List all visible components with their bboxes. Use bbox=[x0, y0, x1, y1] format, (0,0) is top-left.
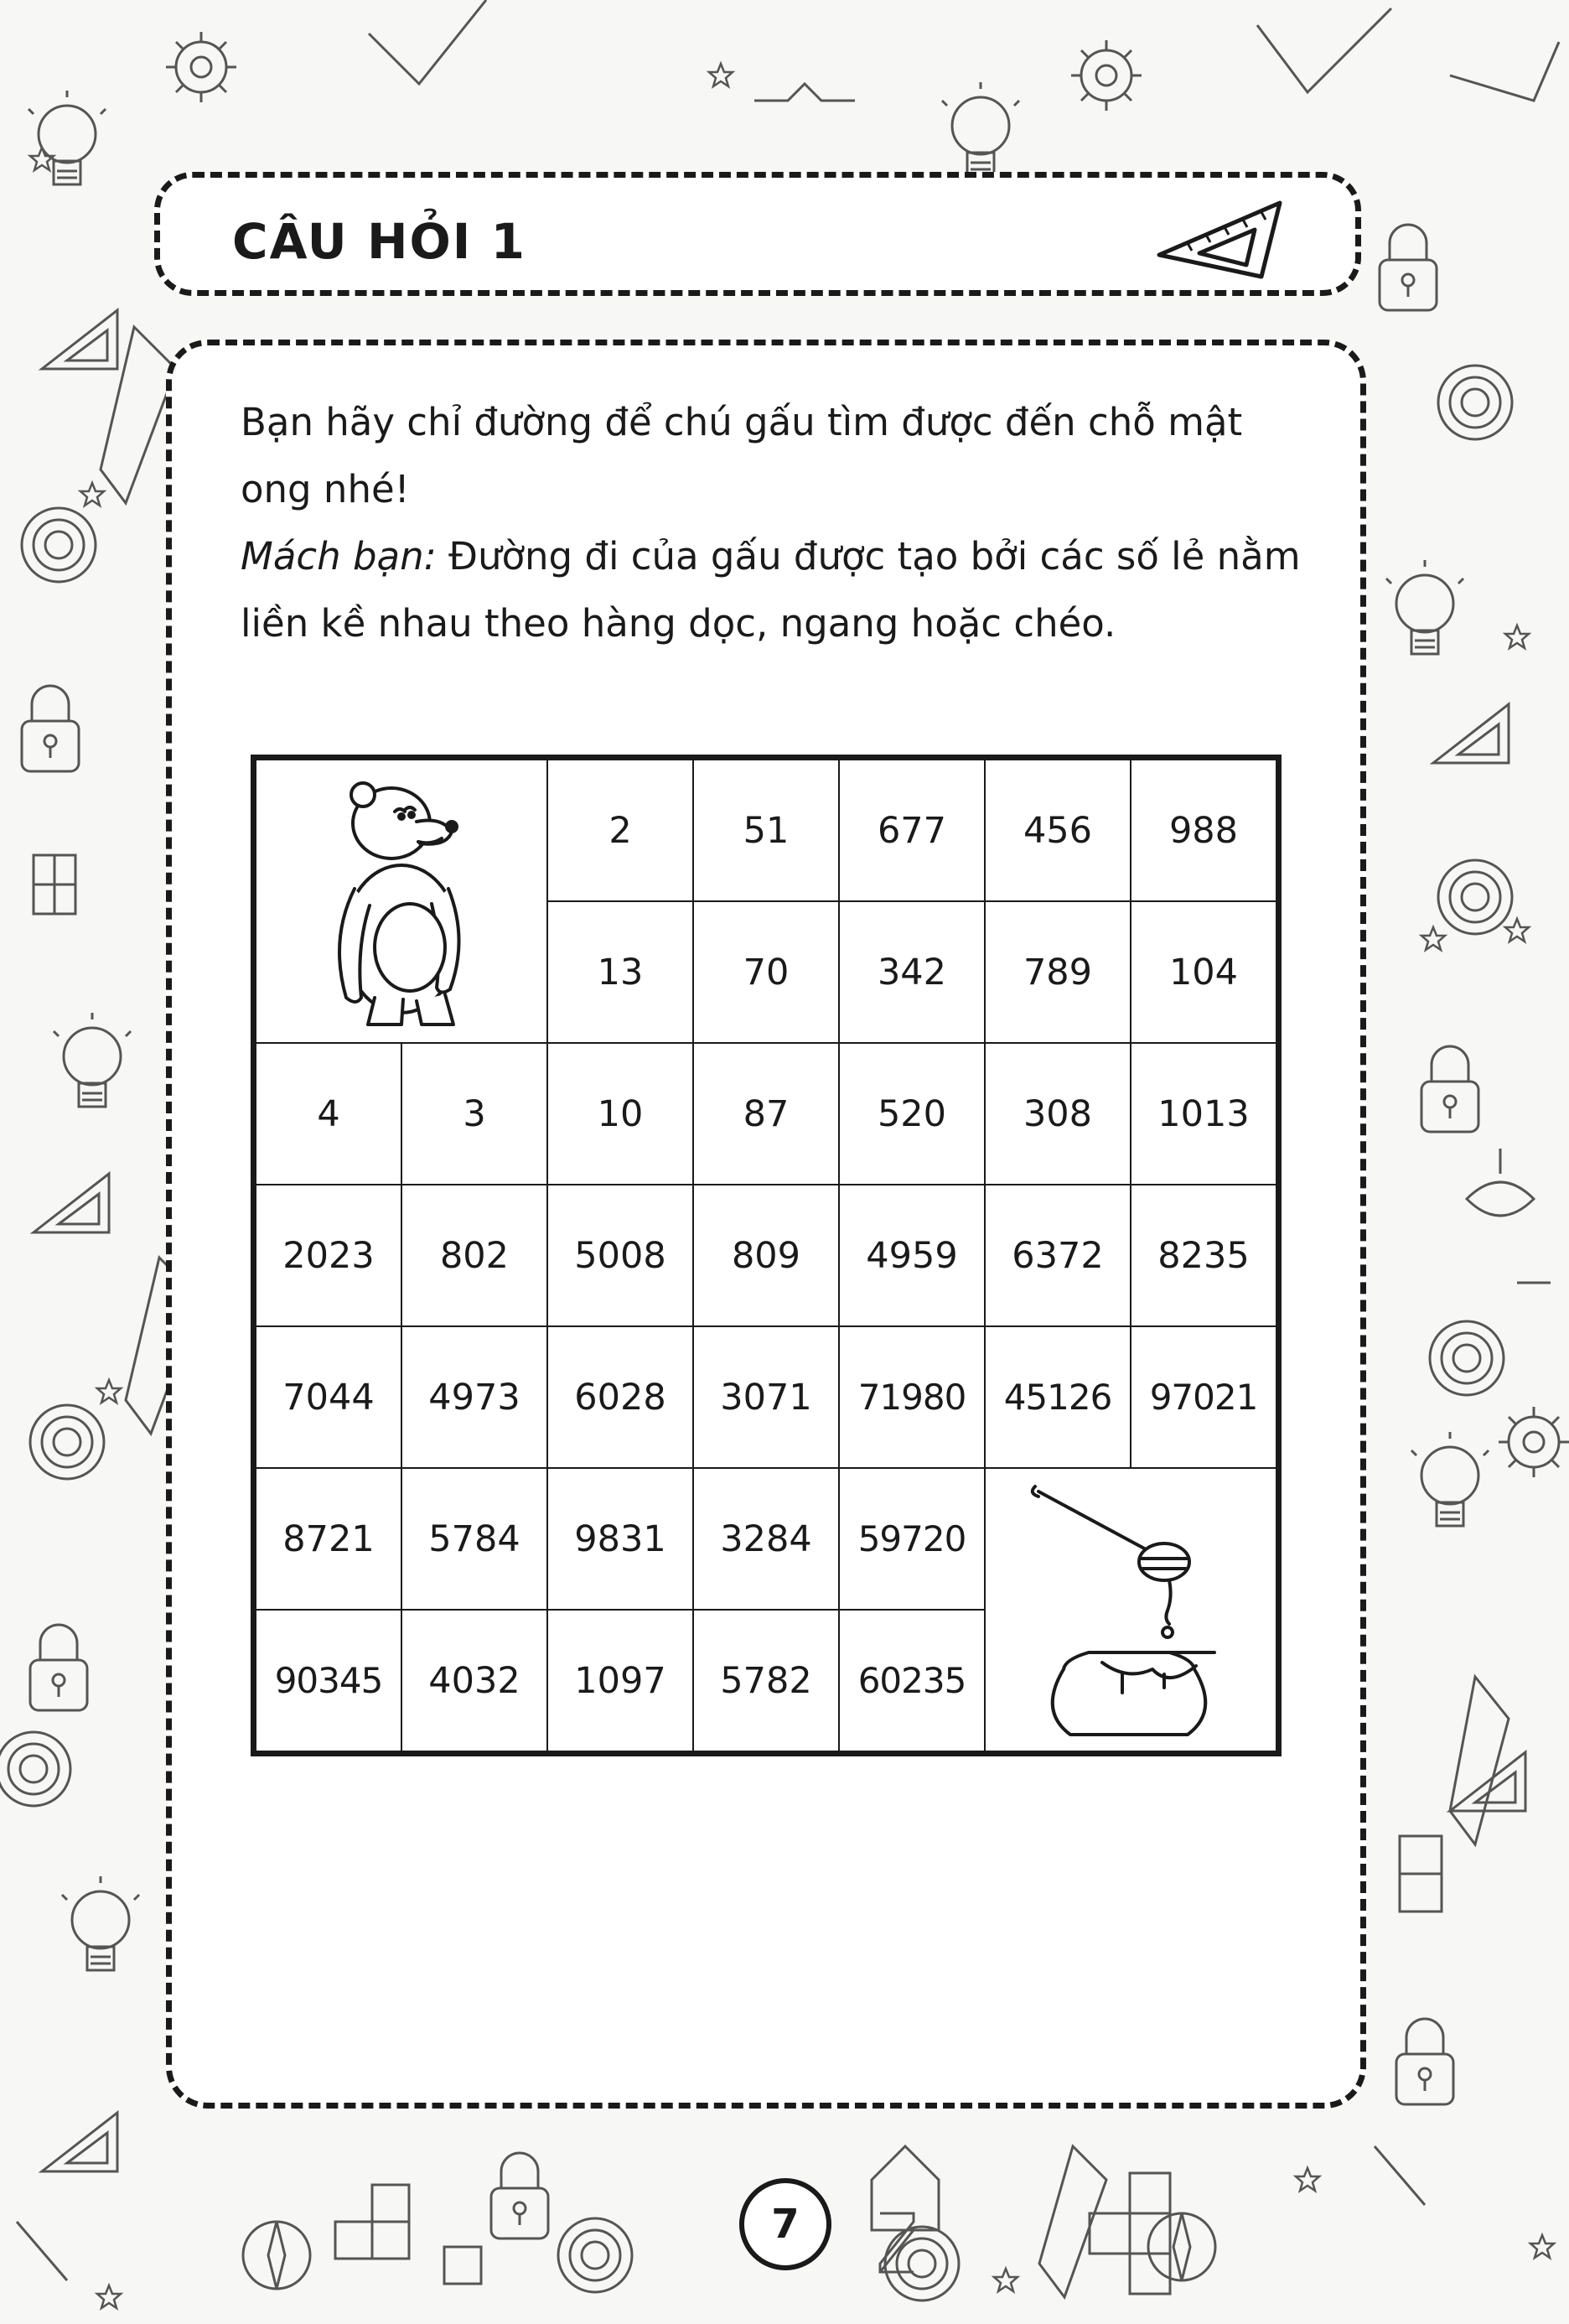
grid-cell[interactable]: 3071 bbox=[693, 1326, 839, 1468]
grid-cell[interactable]: 988 bbox=[1131, 758, 1279, 902]
grid-cell[interactable]: 90345 bbox=[254, 1610, 402, 1754]
grid-row bbox=[254, 1326, 1279, 1468]
grid-row bbox=[254, 758, 1279, 902]
grid-cell[interactable]: 5782 bbox=[693, 1610, 839, 1754]
honey-pot-icon bbox=[1022, 1480, 1240, 1740]
grid-cell[interactable]: 97021 bbox=[1131, 1326, 1279, 1468]
grid-cell[interactable]: 789 bbox=[985, 901, 1131, 1043]
question-hint bbox=[241, 523, 1305, 657]
grid-row bbox=[254, 1043, 1279, 1185]
grid-cell[interactable]: 1097 bbox=[547, 1610, 693, 1754]
grid-cell[interactable]: 51 bbox=[693, 758, 839, 902]
grid-cell[interactable]: 308 bbox=[985, 1043, 1131, 1185]
honey-goal-cell bbox=[985, 1468, 1279, 1754]
grid-cell[interactable]: 456 bbox=[985, 758, 1131, 902]
grid-cell[interactable]: 7044 bbox=[254, 1326, 402, 1468]
question-card bbox=[166, 340, 1366, 2109]
grid-cell[interactable]: 8235 bbox=[1131, 1185, 1279, 1326]
page-number: 7 bbox=[739, 2178, 831, 2270]
grid-cell[interactable]: 2 bbox=[547, 758, 693, 902]
grid-cell[interactable]: 809 bbox=[693, 1185, 839, 1326]
question-header bbox=[154, 172, 1361, 296]
grid-cell[interactable]: 45126 bbox=[985, 1326, 1131, 1468]
grid-cell[interactable]: 520 bbox=[839, 1043, 985, 1185]
grid-cell[interactable]: 10 bbox=[547, 1043, 693, 1185]
grid-cell[interactable]: 6372 bbox=[985, 1185, 1131, 1326]
grid-row bbox=[254, 1468, 1279, 1610]
set-square-icon bbox=[1154, 196, 1288, 283]
grid-cell[interactable]: 8721 bbox=[254, 1468, 402, 1610]
grid-cell[interactable]: 87 bbox=[693, 1043, 839, 1185]
question-title: CÂU HỎI 1 bbox=[232, 213, 526, 270]
bear-start-cell bbox=[254, 758, 548, 1044]
grid-cell[interactable]: 4 bbox=[254, 1043, 402, 1185]
hint-text: Đường đi của gấu được tạo bởi các số lẻ nằm liền kề nhau theo hàng dọc, ngang hoặc chéo. bbox=[241, 534, 1301, 646]
grid-cell[interactable]: 4032 bbox=[401, 1610, 547, 1754]
grid-cell[interactable]: 3284 bbox=[693, 1468, 839, 1610]
grid-cell[interactable]: 59720 bbox=[839, 1468, 985, 1610]
grid-cell[interactable]: 5784 bbox=[401, 1468, 547, 1610]
question-text-block bbox=[241, 389, 1305, 657]
grid-cell[interactable]: 677 bbox=[839, 758, 985, 902]
grid-cell[interactable]: 5008 bbox=[547, 1185, 693, 1326]
grid-cell[interactable]: 60235 bbox=[839, 1610, 985, 1754]
grid-cell[interactable]: 2023 bbox=[254, 1185, 402, 1326]
grid-cell[interactable]: 70 bbox=[693, 901, 839, 1043]
grid-cell[interactable]: 342 bbox=[839, 901, 985, 1043]
grid-cell[interactable]: 3 bbox=[401, 1043, 547, 1185]
grid-cell[interactable]: 13 bbox=[547, 901, 693, 1043]
grid-cell[interactable]: 6028 bbox=[547, 1326, 693, 1468]
grid-cell[interactable]: 71980 bbox=[839, 1326, 985, 1468]
question-instruction: Bạn hãy chỉ đường để chú gấu tìm được đến chỗ mật ong nhé! bbox=[241, 400, 1243, 511]
hint-label: Mách bạn: bbox=[241, 534, 437, 578]
grid-cell[interactable]: 104 bbox=[1131, 901, 1279, 1043]
grid-cell[interactable]: 1013 bbox=[1131, 1043, 1279, 1185]
grid-cell[interactable]: 4959 bbox=[839, 1185, 985, 1326]
grid-cell[interactable]: 802 bbox=[401, 1185, 547, 1326]
grid-cell[interactable]: 4973 bbox=[401, 1326, 547, 1468]
grid-cell[interactable]: 9831 bbox=[547, 1468, 693, 1610]
bear-icon bbox=[318, 771, 485, 1031]
grid-row bbox=[254, 1185, 1279, 1326]
number-maze-grid bbox=[251, 755, 1282, 1756]
